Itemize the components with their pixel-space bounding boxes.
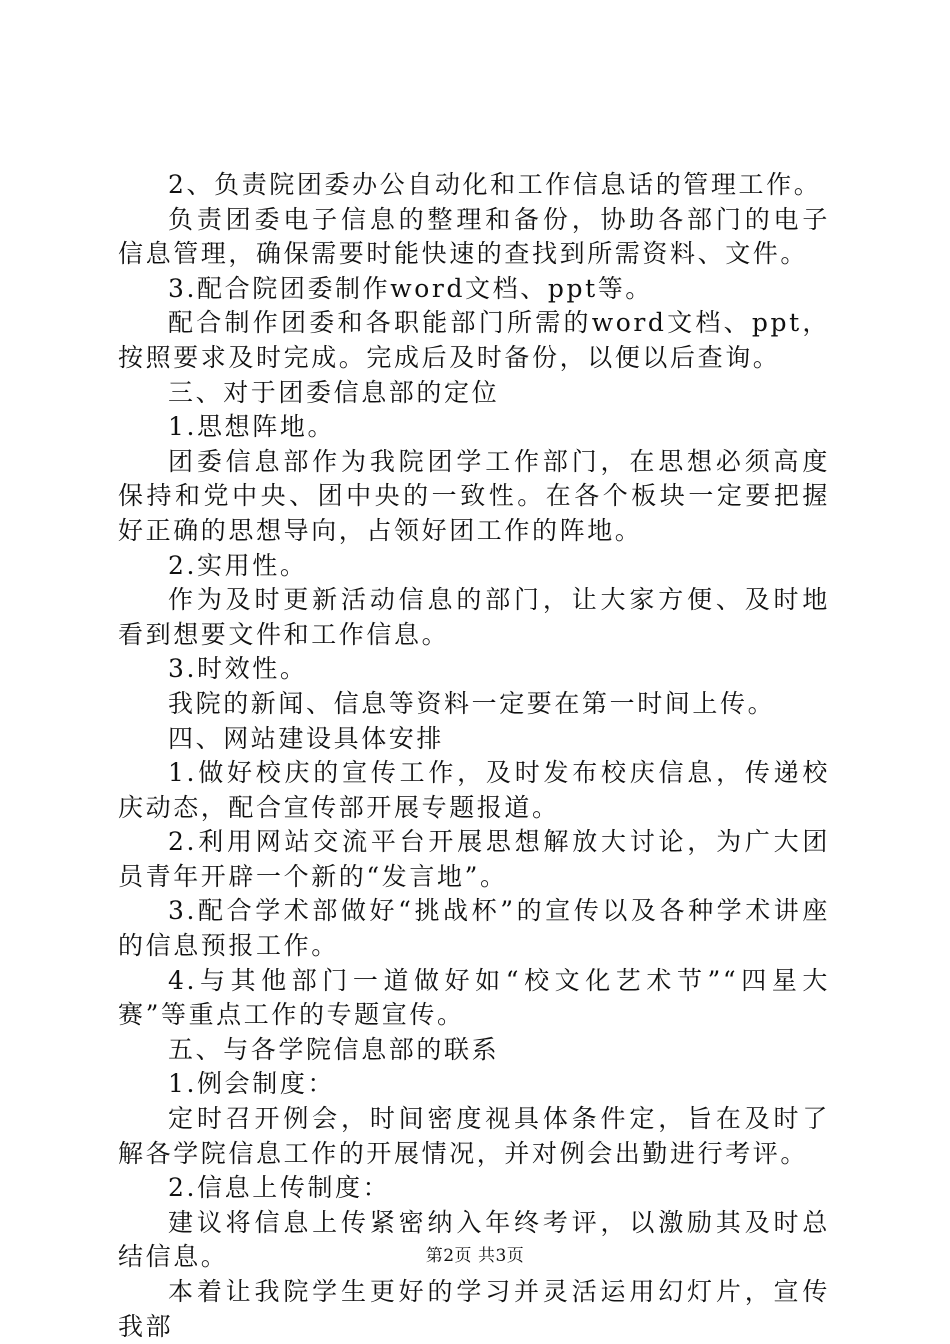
list-item: 3.配合学术部做好“挑战杯”的宣传以及各种学术讲座的信息预报工作。 [118,896,830,961]
section-heading: 三、对于团委信息部的定位 [168,377,500,407]
list-item: 1.做好校庆的宣传工作，及时发布校庆信息，传递校庆动态，配合宣传部开展专题报道。 [118,758,830,822]
document-body [118,168,830,1344]
paragraph: 本着让我院学生更好的学习并灵活运用幻灯片，宣传我部 [118,1277,830,1341]
subheading: 1.思想阵地。 [168,412,336,442]
subheading: 3.时效性。 [168,654,308,684]
list-item: 2.利用网站交流平台开展思想解放大讨论，为广大团员青年开辟一个新的“发言地”。 [118,827,830,891]
paragraph: 定时召开例会，时间密度视具体条件定，旨在及时了解各学院信息工作的开展情况，并对例会出勤进行考评。 [118,1104,830,1168]
paragraph: 我院的新闻、信息等资料一定要在第一时间上传。 [168,688,776,718]
list-item: 4.与其他部门一道做好如“校文化艺术节”“四星大赛”等重点工作的专题宣传。 [118,965,830,1030]
section-heading: 五、与各学院信息部的联系 [168,1034,500,1064]
subheading: 1.例会制度： [168,1069,336,1099]
paragraph: 建议将信息上传紧密纳入年终考评，以激励其及时总结信息。 [118,1207,830,1272]
subheading: 2.实用性。 [168,550,308,580]
paragraph: 2、负责院团委办公自动化和工作信息话的管理工作。 [168,170,822,199]
section-heading: 四、网站建设具体安排 [168,723,445,753]
paragraph: 作为及时更新活动信息的部门，让大家方便、及时地看到想要文件和工作信息。 [118,585,830,649]
paragraph: 3.配合院团委制作word文档、ppt等。 [168,273,653,303]
paragraph: 团委信息部作为我院团学工作部门，在思想必须高度保持和党中央、团中央的一致性。在各个板块一定要把握好正确的思想导向，占领好团工作的阵地。 [118,446,830,545]
page-number-footer: 第2页 共3页 [425,1246,525,1266]
paragraph: 负责团委电子信息的整理和备份，协助各部门的电子信息管理，确保需要时能快速的查找到所需资料、文件。 [118,204,830,269]
subheading: 2.信息上传制度： [168,1173,391,1203]
paragraph: 配合制作团委和各职能部门所需的word文档、ppt，按照要求及时完成。完成后及时备份，以便以后查询。 [118,308,830,372]
